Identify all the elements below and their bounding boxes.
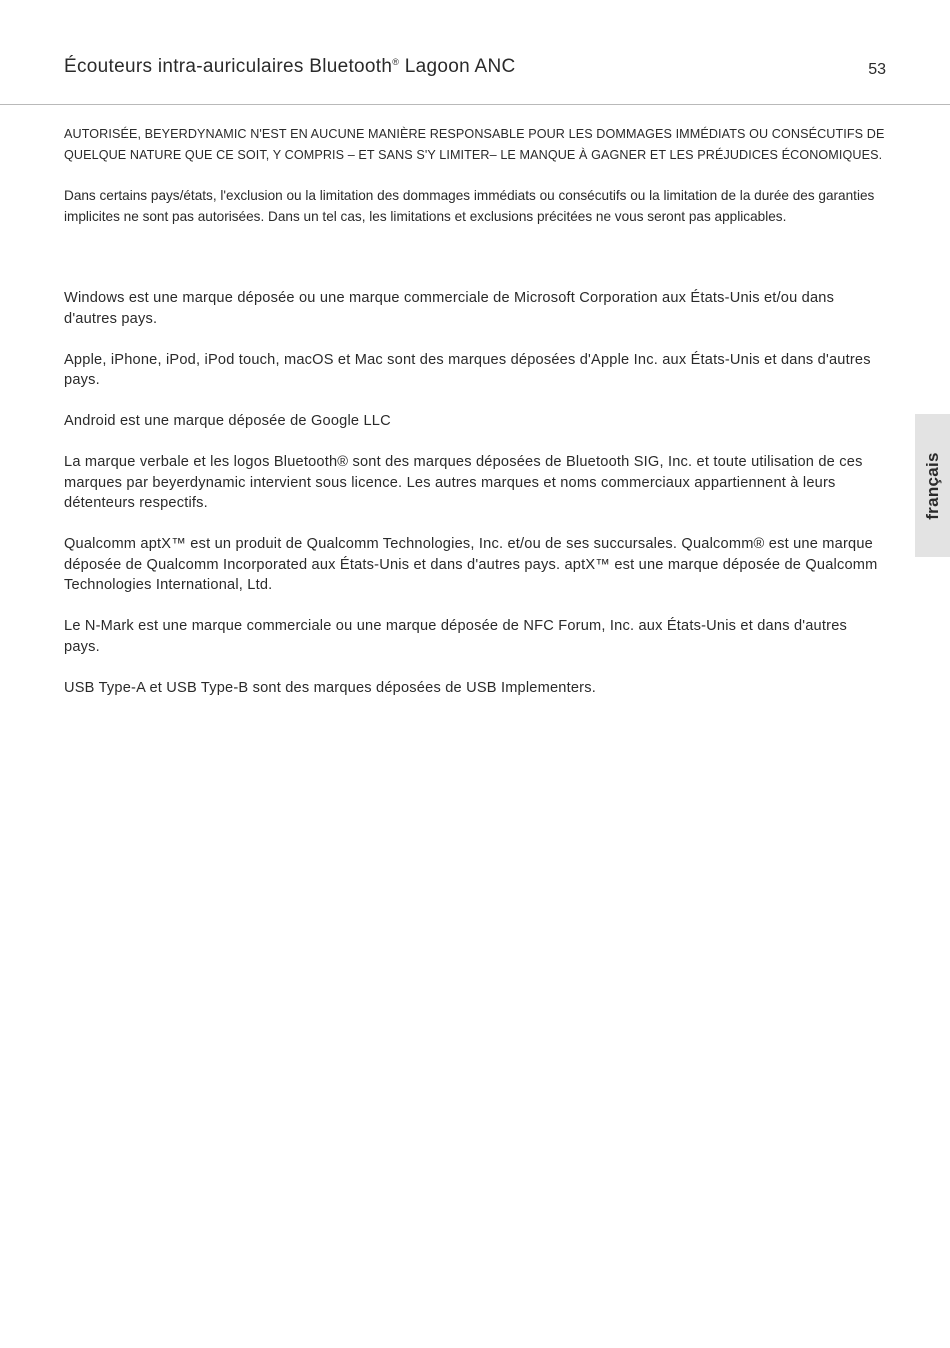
trademark-section xyxy=(64,288,886,698)
warranty-caps-paragraph: AUTORISÉE, BEYERDYNAMIC N'EST EN AUCUNE MANIÈRE RESPONSABLE POUR LES DOMMAGES IMMÉDIATS OU CONSÉCUTIFS DE QUELQUE NATURE QUE CE SOIT, Y COMPRIS – ET SANS S'Y LIMITER– LE MANQUE À GAGNER ET LES PRÉJUDICES ÉCONOMIQUES. xyxy=(64,127,885,162)
trademark-android: Android est une marque déposée de Google LLC xyxy=(64,413,391,429)
language-tab-label: français xyxy=(922,451,942,520)
trademark-usb: USB Type-A et USB Type-B sont des marques déposées de USB Implementers. xyxy=(64,679,596,696)
trademark-bluetooth: La marque verbale et les logos Bluetooth® sont des marques déposées de Bluetooth SIG, Inc. et toute utilisation de ces marques par beyerdynamic intervient sous licence. Les autres marques et noms commerciaux appartiennent à leurs détenteurs respectifs. xyxy=(64,454,863,511)
header-divider xyxy=(0,104,950,105)
trademark-qualcomm: Qualcomm aptX™ est un produit de Qualcomm Technologies, Inc. et/ou de ses succursales. Qualcomm® est une marque déposée de Qualcomm Incorporated aux États-Unis et dans d'autres pays. aptX™ est une marque déposée de Qualcomm Technologies International, Ltd. xyxy=(64,536,878,593)
trademark-apple: Apple, iPhone, iPod, iPod touch, macOS et Mac sont des marques déposées d'Apple Inc. aux États-Unis et dans d'autres pays. xyxy=(64,351,871,388)
trademark-windows: Windows est une marque déposée ou une marque commerciale de Microsoft Corporation aux États-Unis et/ou dans d'autres pays. xyxy=(64,290,835,327)
main-content xyxy=(64,124,886,719)
page-title xyxy=(64,56,516,78)
trademark-nfc: Le N-Mark est une marque commerciale ou une marque déposée de NFC Forum, Inc. aux États-Unis et dans d'autres pays. xyxy=(64,618,848,655)
page-number: 53 xyxy=(868,61,886,78)
registered-mark: ® xyxy=(392,57,400,67)
warranty-limitation-paragraph: Dans certains pays/états, l'exclusion ou la limitation des dommages immédiats ou consécutifs ou la limitation de la durée des garanties implicites ne sont pas autorisées. Dans un tel cas, les limitations et exclusions précitées ne vous seront pas applicables. xyxy=(64,188,875,224)
language-tab xyxy=(915,414,950,557)
page-title-rest: Lagoon ANC xyxy=(399,56,516,77)
page-title-main: Écouteurs intra-auriculaires Bluetooth xyxy=(64,56,393,77)
